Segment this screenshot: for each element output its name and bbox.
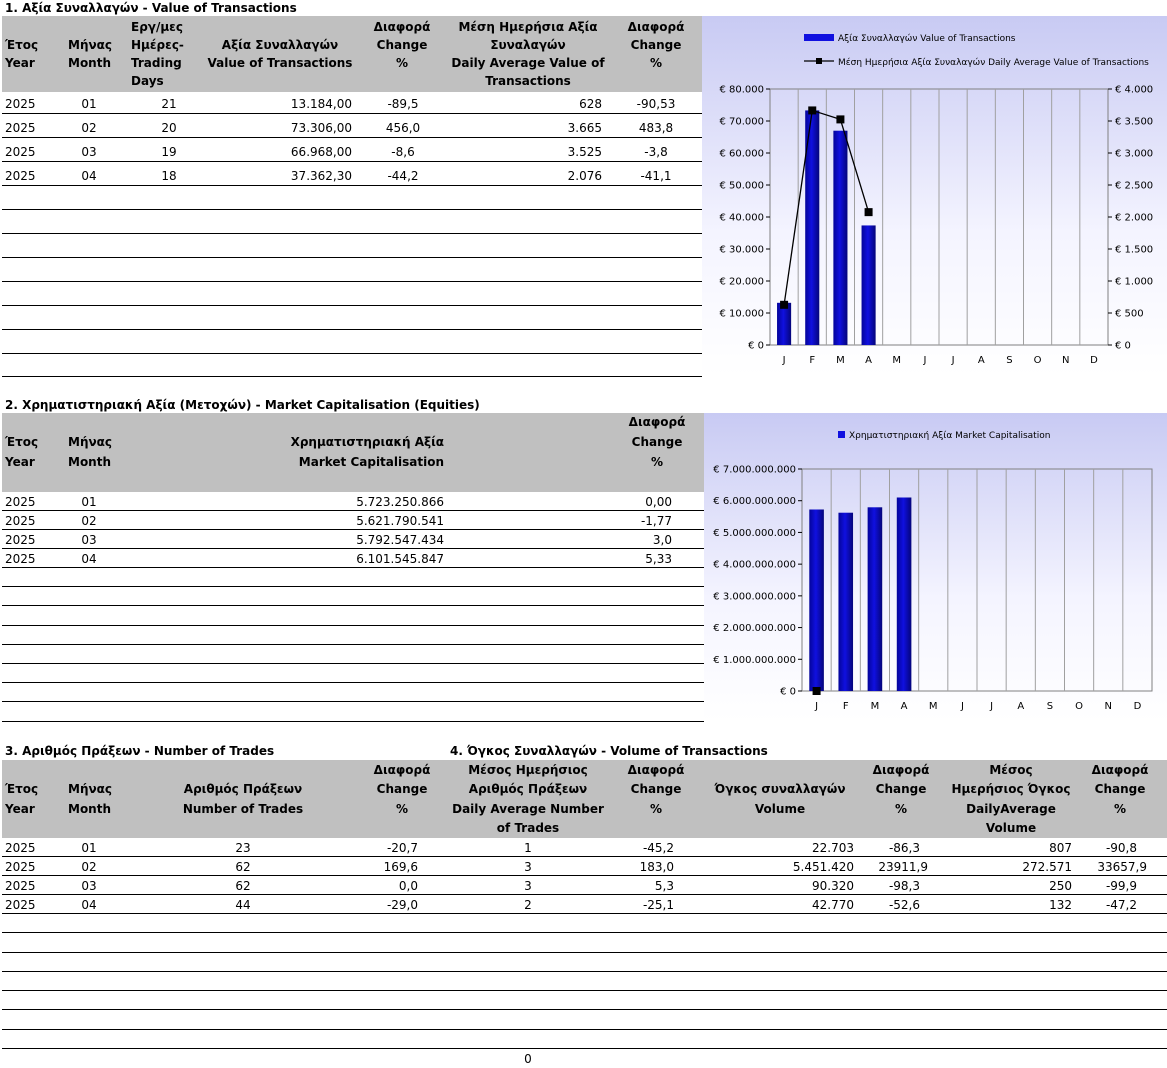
x-tick-label: A [900, 701, 908, 712]
table-row [2, 876, 1167, 895]
x-tick-label: A [865, 355, 873, 366]
y2-tick-label: € 4.000 [1115, 84, 1154, 96]
cell-year: 2025 [5, 121, 36, 135]
cell-vol-change2: 33657,9 [1097, 860, 1147, 874]
cell-year: 2025 [5, 533, 36, 547]
table-row [2, 549, 704, 568]
s2-h-change-pct: % [650, 455, 664, 469]
s3-h-avg-1: Μέσος Ημερήσιος [468, 763, 588, 777]
y-tick-label: € 10.000 [719, 308, 764, 320]
s4-h-avg-3: DailyAverage [966, 802, 1056, 816]
section2-header [2, 413, 704, 492]
s1-h-value-gr: Αξία Συναλλαγών [221, 38, 339, 52]
row-divider [2, 625, 704, 626]
table-row [2, 492, 704, 511]
cell-year: 2025 [5, 879, 36, 893]
s3-h-month-gr: Μήνας [68, 782, 113, 796]
table-row [2, 857, 1167, 876]
row-divider [2, 1009, 1167, 1010]
cell-vol-change2: -99,9 [1105, 879, 1137, 893]
s3-h-month-en: Month [68, 802, 112, 816]
y-tick-label: € 0 [780, 686, 796, 698]
cell-avg-volume: 250 [1049, 879, 1072, 893]
y2-tick-label: € 3.500 [1115, 116, 1154, 128]
row-divider [2, 137, 702, 138]
cell-change2: -41,1 [640, 169, 672, 183]
row-divider [2, 529, 704, 530]
cell-trades: 44 [235, 898, 251, 912]
s1-h-days-1: Εργ/μες [131, 20, 183, 34]
table-row [2, 511, 704, 530]
s3-h-change-gr: Διαφορά [373, 763, 431, 777]
legend-label: Μέση Ημερήσια Αξία Συναλαγών Daily Average Value of Transactions [838, 58, 1149, 68]
y-tick-label: € 80.000 [719, 84, 764, 96]
row-divider [2, 257, 702, 258]
s1-h-days-3: Trading [131, 56, 182, 70]
cell-change: -29,0 [386, 898, 418, 912]
cell-avg-volume: 272.571 [1022, 860, 1072, 874]
legend-marker [816, 58, 822, 64]
row-divider [2, 567, 704, 568]
table-row [2, 838, 1167, 857]
row-divider [2, 1029, 1167, 1030]
section4-title: 4. Όγκος Συναλλαγών - Volume of Transactions [450, 744, 768, 758]
cell-daily: 3.525 [567, 145, 602, 159]
y-tick-label: € 5.000.000.000 [713, 527, 796, 539]
x-tick-label: J [951, 355, 955, 366]
bar [868, 507, 883, 691]
row-divider [2, 913, 1167, 914]
y2-tick-label: € 2.000 [1115, 212, 1154, 224]
row-divider [2, 990, 1167, 991]
row-divider [2, 209, 702, 210]
cell-year: 2025 [5, 169, 36, 183]
row-divider [2, 113, 702, 114]
row-divider [2, 233, 702, 234]
cell-change: 0,0 [398, 879, 418, 893]
s3-h-change-pct: % [395, 802, 409, 816]
cell-month: 01 [81, 97, 97, 111]
cell-year: 2025 [5, 97, 36, 111]
section1-title: 1. Αξία Συναλλαγών - Value of Transactions [5, 1, 297, 15]
cell-trades: 62 [235, 860, 251, 874]
y2-tick-label: € 1.500 [1115, 244, 1154, 256]
s1-h-change2-pct: % [649, 56, 663, 70]
cell-days: 19 [161, 145, 177, 159]
cell-change: -8,6 [391, 145, 415, 159]
section2-title: 2. Χρηματιστηριακή Αξία (Μετοχών) - Market Capitalisation (Equities) [5, 398, 480, 412]
s1-h-daily-2: Συναλαγών [490, 38, 566, 52]
chart-value-of-transactions [702, 16, 1167, 376]
cell-avg-volume: 132 [1049, 898, 1072, 912]
cell-month: 03 [81, 533, 97, 547]
x-tick-label: A [977, 355, 985, 366]
s4-h-change2-gr: Διαφορά [1091, 763, 1149, 777]
cell-vol-change2: -47,2 [1105, 898, 1137, 912]
cell-change: 5,33 [645, 552, 672, 566]
row-divider [2, 932, 1167, 933]
cell-value: 73.306,00 [290, 121, 352, 135]
s4-h-change-en: Change [875, 782, 927, 796]
cell-change2: 5,3 [654, 879, 674, 893]
legend-swatch [838, 431, 845, 438]
x-tick-label: O [1075, 701, 1084, 712]
row-divider [2, 281, 702, 282]
cell-cap: 6.101.545.847 [356, 552, 444, 566]
s1-h-change-en: Change [376, 38, 428, 52]
cell-month: 02 [81, 121, 97, 135]
row-divider [2, 510, 704, 511]
chart-svg [702, 16, 1167, 376]
cell-month: 04 [81, 898, 97, 912]
cell-change: -89,5 [387, 97, 419, 111]
legend-label: Αξία Συναλλαγών Value of Transactions [838, 34, 1016, 44]
line-marker [780, 301, 788, 309]
section1-header [2, 16, 702, 92]
bar [838, 513, 853, 691]
s2-h-change-gr: Διαφορά [628, 415, 686, 429]
row-divider [2, 663, 704, 664]
s2-h-cap-gr: Χρηματιστηριακή Αξία [290, 435, 444, 449]
table-row [2, 94, 702, 113]
cell-daily: 3.665 [567, 121, 602, 135]
bar [862, 225, 876, 345]
y-tick-label: € 20.000 [719, 276, 764, 288]
cell-vol-change: 23911,9 [878, 860, 928, 874]
s2-h-cap-en: Market Capitalisation [298, 455, 444, 469]
cell-volume: 42.770 [812, 898, 854, 912]
chart-svg [704, 413, 1167, 721]
row-divider [2, 161, 702, 162]
s3-h-avg-3: Daily Average Number [452, 802, 604, 816]
x-tick-label: M [870, 701, 880, 712]
y-tick-label: € 2.000.000.000 [713, 623, 796, 635]
s1-h-days-2: Ημέρες- [131, 38, 184, 52]
cell-change2: 183,0 [639, 860, 674, 874]
s1-h-change-gr: Διαφορά [373, 20, 431, 34]
cell-vol-change: -98,3 [888, 879, 920, 893]
x-tick-label: D [1133, 701, 1142, 712]
footer-value: 0 [524, 1052, 532, 1066]
y-tick-label: € 1.000.000.000 [713, 654, 796, 666]
x-tick-label: J [815, 701, 819, 712]
y-tick-label: € 4.000.000.000 [713, 559, 796, 571]
cell-avg-trades: 3 [524, 860, 532, 874]
x-tick-label: S [1046, 701, 1054, 712]
cell-cap: 5.621.790.541 [356, 514, 444, 528]
x-tick-label: O [1033, 355, 1042, 366]
cell-year: 2025 [5, 495, 36, 509]
cell-daily: 2.076 [567, 169, 602, 183]
s1-h-days-4: Days [131, 74, 164, 88]
x-tick-label: N [1104, 701, 1112, 712]
row-divider [2, 353, 702, 354]
cell-avg-trades: 1 [524, 841, 532, 855]
cell-month: 01 [81, 841, 97, 855]
x-tick-label: A [1017, 701, 1025, 712]
cell-change2: -3,8 [644, 145, 668, 159]
cell-trades: 62 [235, 879, 251, 893]
s1-h-month-en: Month [68, 56, 112, 70]
row-divider [2, 875, 1167, 876]
cell-value: 13.184,00 [290, 97, 352, 111]
s4-h-avg-2: Ημερήσιος Όγκος [951, 782, 1071, 796]
bar [833, 131, 847, 345]
s4-h-change-pct: % [894, 802, 908, 816]
s4-h-avg-4: Volume [985, 821, 1037, 835]
s4-h-change-gr: Διαφορά [872, 763, 930, 777]
cell-change: -20,7 [386, 841, 418, 855]
s4-h-change2-pct: % [1113, 802, 1127, 816]
row-divider [2, 856, 1167, 857]
s2-h-year-en: Year [5, 455, 35, 469]
s3-h-trades-gr: Αριθμός Πράξεων [183, 782, 303, 796]
y-tick-label: € 70.000 [719, 116, 764, 128]
cell-change: 3,0 [652, 533, 672, 547]
y2-tick-label: € 2.500 [1115, 180, 1154, 192]
s1-h-change2-gr: Διαφορά [627, 20, 685, 34]
s1-h-change-pct: % [395, 56, 409, 70]
line-marker [836, 115, 844, 123]
x-tick-label: M [836, 355, 845, 366]
cell-year: 2025 [5, 145, 36, 159]
table-row [2, 118, 702, 137]
s1-h-daily-4: Transactions [485, 74, 571, 88]
cell-year: 2025 [5, 898, 36, 912]
cell-change: 0,00 [645, 495, 672, 509]
y-tick-label: € 60.000 [719, 148, 764, 160]
cell-vol-change2: -90,8 [1105, 841, 1137, 855]
x-tick-label: M [928, 701, 938, 712]
table-row [2, 142, 702, 161]
cell-volume: 5.451.420 [792, 860, 854, 874]
x-tick-label: S [1006, 355, 1013, 366]
y2-tick-label: € 0 [1115, 340, 1131, 352]
s2-h-month-en: Month [68, 455, 112, 469]
cell-days: 20 [161, 121, 177, 135]
row-divider [2, 721, 704, 722]
y2-tick-label: € 1.000 [1115, 276, 1154, 288]
y-tick-label: € 50.000 [719, 180, 764, 192]
cell-month: 01 [81, 495, 97, 509]
s3-h-year-gr: Έτος [5, 782, 39, 796]
s4-h-vol-gr: Όγκος συναλλαγών [714, 782, 846, 796]
row-divider [2, 1048, 1167, 1049]
row-divider [2, 548, 704, 549]
row-divider [2, 894, 1167, 895]
x-tick-label: J [782, 355, 786, 366]
s1-h-change2-en: Change [630, 38, 682, 52]
s3-h-change-en: Change [376, 782, 428, 796]
s4-h-vol-en: Volume [754, 802, 806, 816]
cell-daily: 628 [579, 97, 602, 111]
table-row [2, 895, 1167, 914]
row-divider [2, 682, 704, 683]
cell-month: 02 [81, 514, 97, 528]
y-tick-label: € 6.000.000.000 [713, 496, 796, 508]
cell-change2: 483,8 [638, 121, 674, 135]
s3-h-trades-en: Number of Trades [182, 802, 304, 816]
x-tick-label: F [842, 701, 849, 712]
cell-days: 21 [161, 97, 177, 111]
row-divider [2, 701, 704, 702]
s1-h-year-en: Year [5, 56, 35, 70]
cell-change2: -25,1 [642, 898, 674, 912]
cell-days: 18 [161, 169, 177, 183]
s3-h-change2-pct: % [649, 802, 663, 816]
y2-tick-label: € 500 [1115, 308, 1144, 320]
s3-h-avg-4: of Trades [496, 821, 560, 835]
section3-title: 3. Αριθμός Πράξεων - Number of Trades [5, 744, 275, 758]
row-divider [2, 185, 702, 186]
baseline-marker [813, 687, 821, 695]
y-tick-label: € 0 [748, 340, 764, 352]
cell-month: 04 [81, 169, 97, 183]
line-marker [865, 208, 873, 216]
cell-month: 02 [81, 860, 97, 874]
cell-vol-change: -52,6 [888, 898, 920, 912]
cell-change2: -90,53 [636, 97, 676, 111]
s2-h-year-gr: Έτος [5, 435, 39, 449]
y-tick-label: € 3.000.000.000 [713, 591, 796, 603]
bar [777, 303, 791, 345]
cell-value: 66.968,00 [290, 145, 352, 159]
cell-year: 2025 [5, 552, 36, 566]
s3-h-avg-2: Αριθμός Πράξεων [468, 782, 588, 796]
s2-h-change-en: Change [631, 435, 683, 449]
cell-year: 2025 [5, 841, 36, 855]
s4-h-change2-en: Change [1094, 782, 1146, 796]
x-tick-label: D [1090, 355, 1098, 366]
row-divider [2, 376, 702, 377]
row-divider [2, 586, 704, 587]
cell-change: -1,77 [640, 514, 672, 528]
cell-avg-trades: 2 [524, 898, 532, 912]
cell-month: 03 [81, 879, 97, 893]
cell-value: 37.362,30 [290, 169, 352, 183]
s1-h-month-gr: Μήνας [68, 38, 113, 52]
y2-tick-label: € 3.000 [1115, 148, 1154, 160]
bar [809, 509, 824, 691]
row-divider [2, 952, 1167, 953]
row-divider [2, 971, 1167, 972]
table-row [2, 166, 702, 185]
cell-change: 456,0 [385, 121, 421, 135]
y-tick-label: € 7.000.000.000 [713, 464, 796, 476]
cell-change: -44,2 [387, 169, 419, 183]
s1-h-daily-3: Daily Average Value of [451, 56, 605, 70]
cell-cap: 5.792.547.434 [356, 533, 444, 547]
x-tick-label: J [990, 701, 994, 712]
cell-avg-volume: 807 [1049, 841, 1072, 855]
cell-volume: 90.320 [812, 879, 854, 893]
s2-h-month-gr: Μήνας [68, 435, 113, 449]
section34-header [2, 760, 1167, 838]
chart-market-capitalisation [704, 413, 1167, 721]
x-tick-label: J [960, 701, 964, 712]
row-divider [2, 305, 702, 306]
s3-h-year-en: Year [5, 802, 35, 816]
y-tick-label: € 30.000 [719, 244, 764, 256]
row-divider [2, 329, 702, 330]
row-divider [2, 605, 704, 606]
cell-trades: 23 [235, 841, 251, 855]
cell-year: 2025 [5, 860, 36, 874]
cell-month: 04 [81, 552, 97, 566]
s1-h-daily-1: Μέση Ημερήσια Αξία [458, 20, 598, 34]
bar [897, 497, 912, 691]
s3-h-change2-en: Change [630, 782, 682, 796]
cell-change: 169,6 [383, 860, 418, 874]
legend-label: Χρηματιστηριακή Αξία Market Capitalisation [849, 431, 1051, 441]
cell-change2: -45,2 [642, 841, 674, 855]
y-tick-label: € 40.000 [719, 212, 764, 224]
s4-h-avg-1: Μέσος [989, 763, 1033, 777]
s3-h-change2-gr: Διαφορά [627, 763, 685, 777]
table-row [2, 530, 704, 549]
line-marker [808, 106, 816, 114]
x-tick-label: J [923, 355, 927, 366]
cell-avg-trades: 3 [524, 879, 532, 893]
cell-month: 03 [81, 145, 97, 159]
legend-swatch [804, 34, 834, 41]
x-tick-label: F [809, 355, 816, 366]
cell-vol-change: -86,3 [888, 841, 920, 855]
cell-cap: 5.723.250.866 [356, 495, 444, 509]
cell-year: 2025 [5, 514, 36, 528]
s1-h-value-en: Value of Transactions [207, 56, 353, 70]
x-tick-label: N [1062, 355, 1070, 366]
x-tick-label: M [892, 355, 902, 366]
cell-volume: 22.703 [812, 841, 854, 855]
row-divider [2, 644, 704, 645]
s1-h-year-gr: Έτος [5, 38, 39, 52]
